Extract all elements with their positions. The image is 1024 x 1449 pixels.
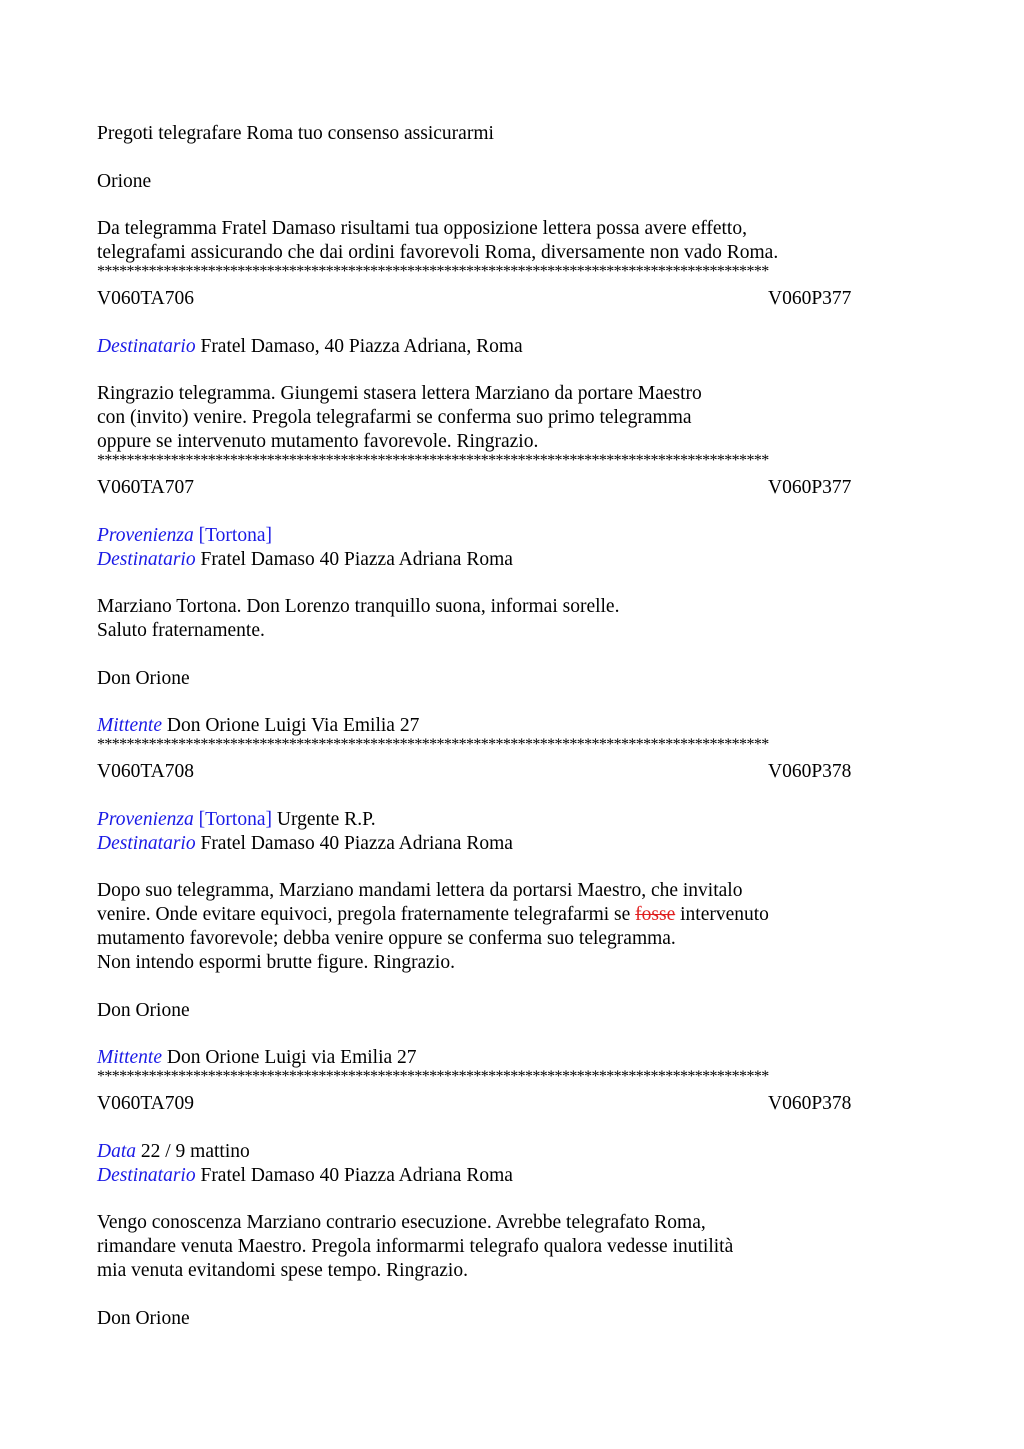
body-line: rimandare venuta Maestro. Pregola informarmi telegrafo qualora vedesse inutilità	[97, 1236, 734, 1257]
mittente-value: Don Orione Luigi Via Emilia 27	[166, 715, 420, 736]
id-row	[97, 476, 927, 500]
data-label: Data	[97, 1140, 136, 1162]
destinatario-label: Destinatario	[97, 832, 196, 854]
signature: Don Orione	[97, 667, 190, 689]
body-line: oppure se intervenuto mutamento favorevole. Ringrazio.	[97, 431, 539, 452]
provenienza-label: Provenienza	[97, 524, 194, 546]
body-line: Dopo suo telegramma, Marziano mandami lettera da portarsi Maestro, che invitalo	[97, 880, 743, 901]
destinatario-value: Fratel Damaso 40 Piazza Adriana Roma	[200, 832, 513, 854]
body-line: Saluto fraternamente.	[97, 620, 265, 641]
destinatario-label: Destinatario	[97, 548, 196, 570]
page-code: V060P377	[768, 288, 852, 309]
body-line	[97, 903, 927, 927]
mittente-label: Mittente	[97, 1047, 162, 1068]
mittente-line	[97, 714, 927, 738]
destinatario-line	[97, 335, 927, 359]
provenienza-value: [Tortona]	[198, 524, 272, 546]
destinatario-value: Fratel Damaso, 40 Piazza Adriana, Roma	[200, 335, 523, 357]
body-line: mia venuta evitandomi spese tempo. Ringrazio.	[97, 1260, 468, 1281]
document-code: V060TA709	[97, 1093, 195, 1114]
body-line: Vengo conoscenza Marziano contrario esecuzione. Avrebbe telegrafato Roma,	[97, 1212, 706, 1233]
separator: *******************************************************************************************	[97, 738, 769, 752]
provenienza-line	[97, 808, 927, 832]
document-code: V060TA708	[97, 761, 195, 782]
body-line: mutamento favorevole; debba venire oppure se conferma suo telegramma.	[97, 928, 676, 949]
intro-body-line: telegrafami assicurando che dai ordini favorevoli Roma, diversamente non vado Roma.	[97, 242, 779, 263]
intro-body-line: Da telegramma Fratel Damaso risultami tua opposizione lettera possa avere effetto,	[97, 218, 747, 239]
destinatario-label: Destinatario	[97, 335, 196, 357]
provenienza-value: [Tortona]	[198, 808, 272, 830]
body-line: Non intendo espormi brutte figure. Ringrazio.	[97, 952, 455, 973]
separator: *******************************************************************************************	[97, 265, 769, 279]
document-page	[97, 122, 927, 1331]
separator: *******************************************************************************************	[97, 1070, 769, 1084]
document-code: V060TA707	[97, 477, 195, 498]
page-code: V060P377	[768, 477, 852, 498]
body-line: Ringrazio telegramma. Giungemi stasera lettera Marziano da portare Maestro	[97, 383, 702, 404]
signature: Don Orione	[97, 999, 190, 1021]
mittente-value: Don Orione Luigi via Emilia 27	[166, 1047, 417, 1068]
data-value: 22 / 9 mattino	[140, 1140, 250, 1162]
page-code: V060P378	[768, 1093, 852, 1114]
provenienza-extra: Urgente R.P.	[271, 808, 376, 830]
destinatario-line	[97, 548, 927, 572]
provenienza-label: Provenienza	[97, 808, 194, 830]
id-row	[97, 287, 927, 311]
document-code: V060TA706	[97, 288, 195, 309]
body-line: con (invito) venire. Pregola telegrafarmi se conferma suo primo telegramma	[97, 407, 692, 428]
body-text: intervenuto	[675, 904, 769, 925]
provenienza-line	[97, 524, 927, 548]
intro-signature: Orione	[97, 170, 152, 192]
destinatario-value: Fratel Damaso 40 Piazza Adriana Roma	[200, 1164, 513, 1186]
struck-word: fosse	[635, 904, 676, 925]
id-row	[97, 1092, 927, 1116]
page-code: V060P378	[768, 761, 852, 782]
body-line: Marziano Tortona. Don Lorenzo tranquillo suona, informai sorelle.	[97, 596, 620, 617]
mittente-line	[97, 1046, 927, 1070]
intro-line: Pregoti telegrafare Roma tuo consenso assicurarmi	[97, 123, 494, 144]
destinatario-line	[97, 832, 927, 856]
id-row	[97, 760, 927, 784]
signature: Don Orione	[97, 1307, 190, 1329]
body-text: venire. Onde evitare equivoci, pregola fraternamente telegrafarmi se	[97, 904, 636, 925]
separator: *******************************************************************************************	[97, 454, 769, 468]
mittente-label: Mittente	[97, 715, 162, 736]
destinatario-label: Destinatario	[97, 1164, 196, 1186]
data-line	[97, 1140, 927, 1164]
destinatario-line	[97, 1164, 927, 1188]
destinatario-value: Fratel Damaso 40 Piazza Adriana Roma	[200, 548, 513, 570]
